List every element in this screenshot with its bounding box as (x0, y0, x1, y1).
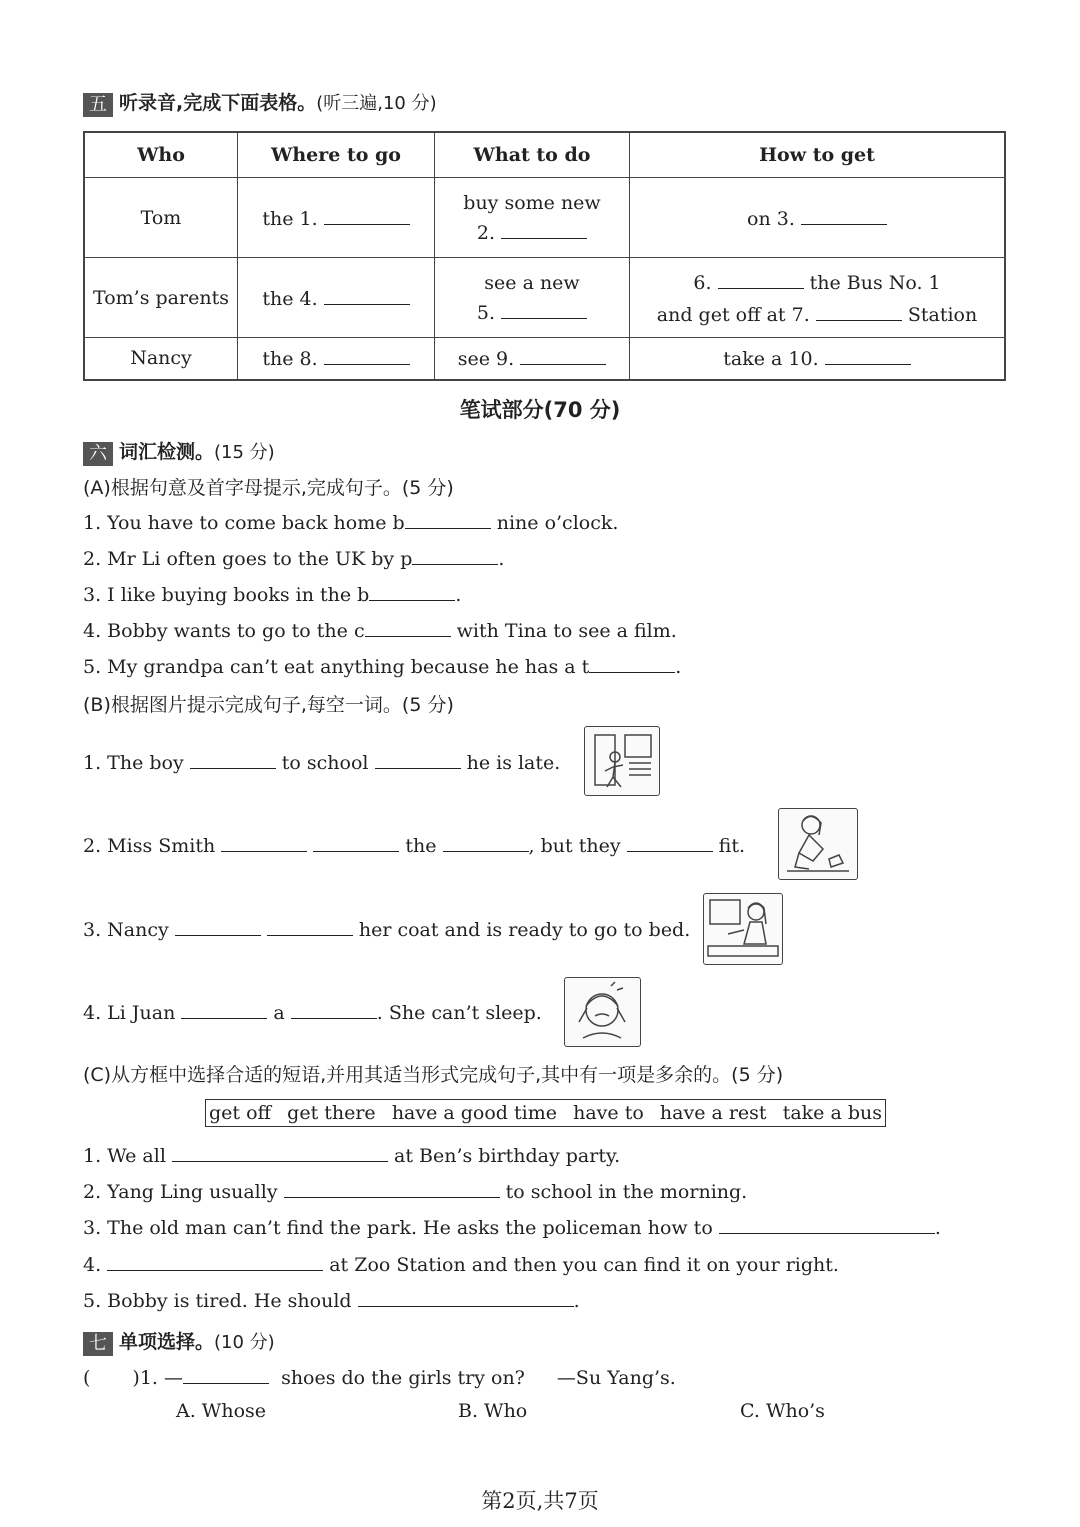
question-text: 1. The boy (83, 752, 184, 774)
blank-label: take a 10. (723, 348, 819, 371)
section6-title: 词汇检测。 (119, 441, 215, 463)
blank-label: the 4. (262, 287, 318, 310)
partC-item-4 (83, 1252, 839, 1276)
phrase-option: have a rest (659, 1102, 767, 1124)
question-text: . (573, 1290, 580, 1312)
answer-blank[interactable] (589, 654, 675, 673)
question-text: . (455, 584, 462, 606)
question-text: shoes do the girls try on? (281, 1367, 525, 1389)
question-text: the (405, 835, 437, 857)
partA-item-2 (83, 546, 504, 570)
table-row (84, 338, 1005, 380)
cell-who: Tom (84, 178, 238, 258)
partA-item-5 (83, 654, 681, 678)
girl-with-headache-picture (564, 977, 641, 1047)
question-text: her coat and is ready to go to bed. (358, 919, 691, 941)
question-text: —Su Yang’s. (556, 1367, 676, 1389)
blank-label: 2. (476, 221, 496, 244)
cell-what (435, 338, 630, 380)
answer-blank[interactable] (175, 917, 261, 936)
answer-blank[interactable] (313, 833, 399, 852)
question-text: 1. You have to come back home b (83, 512, 405, 534)
partC-item-3 (83, 1215, 941, 1239)
partB-item-2 (83, 833, 745, 857)
answer-bracket-open: ( (83, 1367, 91, 1389)
phrase-option: get there (287, 1102, 376, 1124)
blank-label: see 9. (457, 348, 515, 371)
cell-who: Tom’s parents (84, 258, 238, 338)
answer-blank-6[interactable] (718, 270, 804, 289)
answer-blank[interactable] (291, 1000, 377, 1019)
answer-blank[interactable] (183, 1365, 269, 1384)
answer-blank[interactable] (181, 1000, 267, 1019)
question-text: at Zoo Station and then you can find it on your right. (329, 1254, 839, 1276)
blank-label: on 3. (747, 207, 795, 230)
answer-blank-3[interactable] (801, 206, 887, 225)
section6-header (83, 437, 275, 466)
question-text: with Tina to see a film. (456, 620, 677, 642)
phrase-option: have a good time (391, 1102, 557, 1124)
question-text: to school in the morning. (505, 1181, 748, 1203)
question-text: a (273, 1002, 285, 1024)
header-how: How to get (630, 132, 1006, 178)
answer-blank[interactable] (284, 1179, 500, 1198)
cell-text: the Bus No. 1 (809, 271, 941, 294)
answer-blank-9[interactable] (520, 346, 606, 365)
answer-blank[interactable] (405, 510, 491, 529)
girl-taking-off-coat-picture (703, 893, 783, 965)
question-text: fit. (718, 835, 746, 857)
phrase-box (205, 1099, 886, 1127)
written-part-title: 笔试部分(70 分) (459, 398, 621, 422)
question-number: )1. — (132, 1367, 184, 1389)
question-text: 3. Nancy (83, 919, 169, 941)
section5-note: (听三遍,10 分) (316, 93, 437, 114)
page-footer: 第2页,共7页 (481, 1489, 599, 1513)
option-c[interactable]: C. Who’s (740, 1400, 825, 1422)
section5-header (83, 88, 437, 117)
cell-text: Station (907, 303, 978, 326)
cell-text: see a new (484, 271, 580, 294)
partB-item-1 (83, 750, 560, 774)
question-text: nine o’clock. (496, 512, 619, 534)
answer-blank-7[interactable] (816, 302, 902, 321)
listening-table (83, 131, 1006, 381)
cell-how (630, 258, 1006, 338)
partA-item-4 (83, 618, 677, 642)
option-a[interactable]: A. Whose (176, 1400, 266, 1422)
question-text: 4. Bobby wants to go to the c (83, 620, 365, 642)
woman-trying-shoes-picture (778, 808, 858, 880)
question-text: . (498, 548, 505, 570)
section6-badge: 六 (83, 442, 113, 466)
answer-blank[interactable] (443, 833, 529, 852)
question-text: 2. Miss Smith (83, 835, 216, 857)
answer-blank-1[interactable] (324, 206, 410, 225)
partC-item-1 (83, 1143, 620, 1167)
answer-blank-10[interactable] (825, 346, 911, 365)
blank-label: and get off at 7. (656, 303, 810, 326)
cell-where (238, 258, 435, 338)
cell-how (630, 178, 1006, 258)
phrase-option: have to (573, 1102, 644, 1124)
blank-label: 5. (476, 301, 496, 324)
blank-label: the 8. (262, 348, 318, 371)
question-text: . (675, 656, 682, 678)
answer-blank[interactable] (365, 618, 451, 637)
phrase-option: take a bus (782, 1102, 882, 1124)
cell-who: Nancy (84, 338, 238, 380)
question-text: 2. Yang Ling usually (83, 1181, 278, 1203)
question-text: at Ben’s birthday party. (394, 1145, 621, 1167)
answer-blank[interactable] (107, 1252, 323, 1271)
answer-blank[interactable] (627, 833, 713, 852)
section5-title: 听录音,完成下面表格。 (119, 92, 317, 114)
choice-question-1 (83, 1365, 676, 1389)
partB-item-3 (83, 917, 690, 941)
question-text: to school (281, 752, 369, 774)
section7-header (83, 1327, 275, 1356)
question-text: 5. My grandpa can’t eat anything because he has a t (83, 656, 590, 678)
header-who: Who (84, 132, 238, 178)
table-header-row (84, 132, 1005, 178)
answer-blank[interactable] (221, 833, 307, 852)
boy-running-picture (584, 726, 660, 796)
answer-blank[interactable] (358, 1288, 574, 1307)
partB-title: (B)根据图片提示完成句子,每空一词。(5 分) (83, 694, 454, 716)
partC-title: (C)从方框中选择合适的短语,并用其适当形式完成句子,其中有一项是多余的。(5 分) (83, 1064, 784, 1086)
cell-what (435, 258, 630, 338)
blank-label: the 1. (262, 207, 318, 230)
partA-item-3 (83, 582, 461, 606)
blank-label: 6. (693, 271, 712, 294)
phrase-option: get off (209, 1102, 272, 1124)
answer-blank[interactable] (719, 1215, 935, 1234)
answer-blank-4[interactable] (324, 286, 410, 305)
question-text: 4. (83, 1254, 102, 1276)
partC-item-2 (83, 1179, 747, 1203)
question-text: 5. Bobby is tired. He should (83, 1290, 352, 1312)
cell-where (238, 178, 435, 258)
answer-blank[interactable] (267, 917, 353, 936)
partC-item-5 (83, 1288, 580, 1312)
header-where: Where to go (238, 132, 435, 178)
question-text: . She can’t sleep. (376, 1002, 542, 1024)
answer-blank[interactable] (369, 582, 455, 601)
question-text: 1. We all (83, 1145, 166, 1167)
answer-blank-2[interactable] (501, 220, 587, 239)
answer-blank[interactable] (190, 750, 276, 769)
partA-title: (A)根据句意及首字母提示,完成句子。(5 分) (83, 477, 454, 499)
cell-how (630, 338, 1006, 380)
partA-item-1 (83, 510, 618, 534)
section6-note: (15 分) (214, 442, 275, 463)
answer-blank[interactable] (375, 750, 461, 769)
option-b[interactable]: B. Who (458, 1400, 528, 1422)
section7-note: (10 分) (214, 1332, 275, 1353)
answer-blank[interactable] (412, 546, 498, 565)
question-text: he is late. (466, 752, 561, 774)
partB-item-4 (83, 1000, 542, 1024)
cell-where (238, 338, 435, 380)
question-text: 3. The old man can’t find the park. He asks the policeman how to (83, 1217, 713, 1239)
table-row (84, 258, 1005, 338)
question-text: 2. Mr Li often goes to the UK by p (83, 548, 413, 570)
section7-title: 单项选择。 (119, 1331, 215, 1353)
question-text: 3. I like buying books in the b (83, 584, 370, 606)
section5-badge: 五 (83, 93, 113, 117)
question-text: , but they (528, 835, 621, 857)
cell-text: buy some new (463, 191, 601, 214)
header-what: What to do (435, 132, 630, 178)
cell-what (435, 178, 630, 258)
question-text: . (934, 1217, 941, 1239)
section7-badge: 七 (83, 1332, 113, 1356)
table-row (84, 178, 1005, 258)
answer-blank[interactable] (172, 1143, 388, 1162)
answer-blank-8[interactable] (324, 346, 410, 365)
question-text: 4. Li Juan (83, 1002, 176, 1024)
answer-blank-5[interactable] (501, 300, 587, 319)
